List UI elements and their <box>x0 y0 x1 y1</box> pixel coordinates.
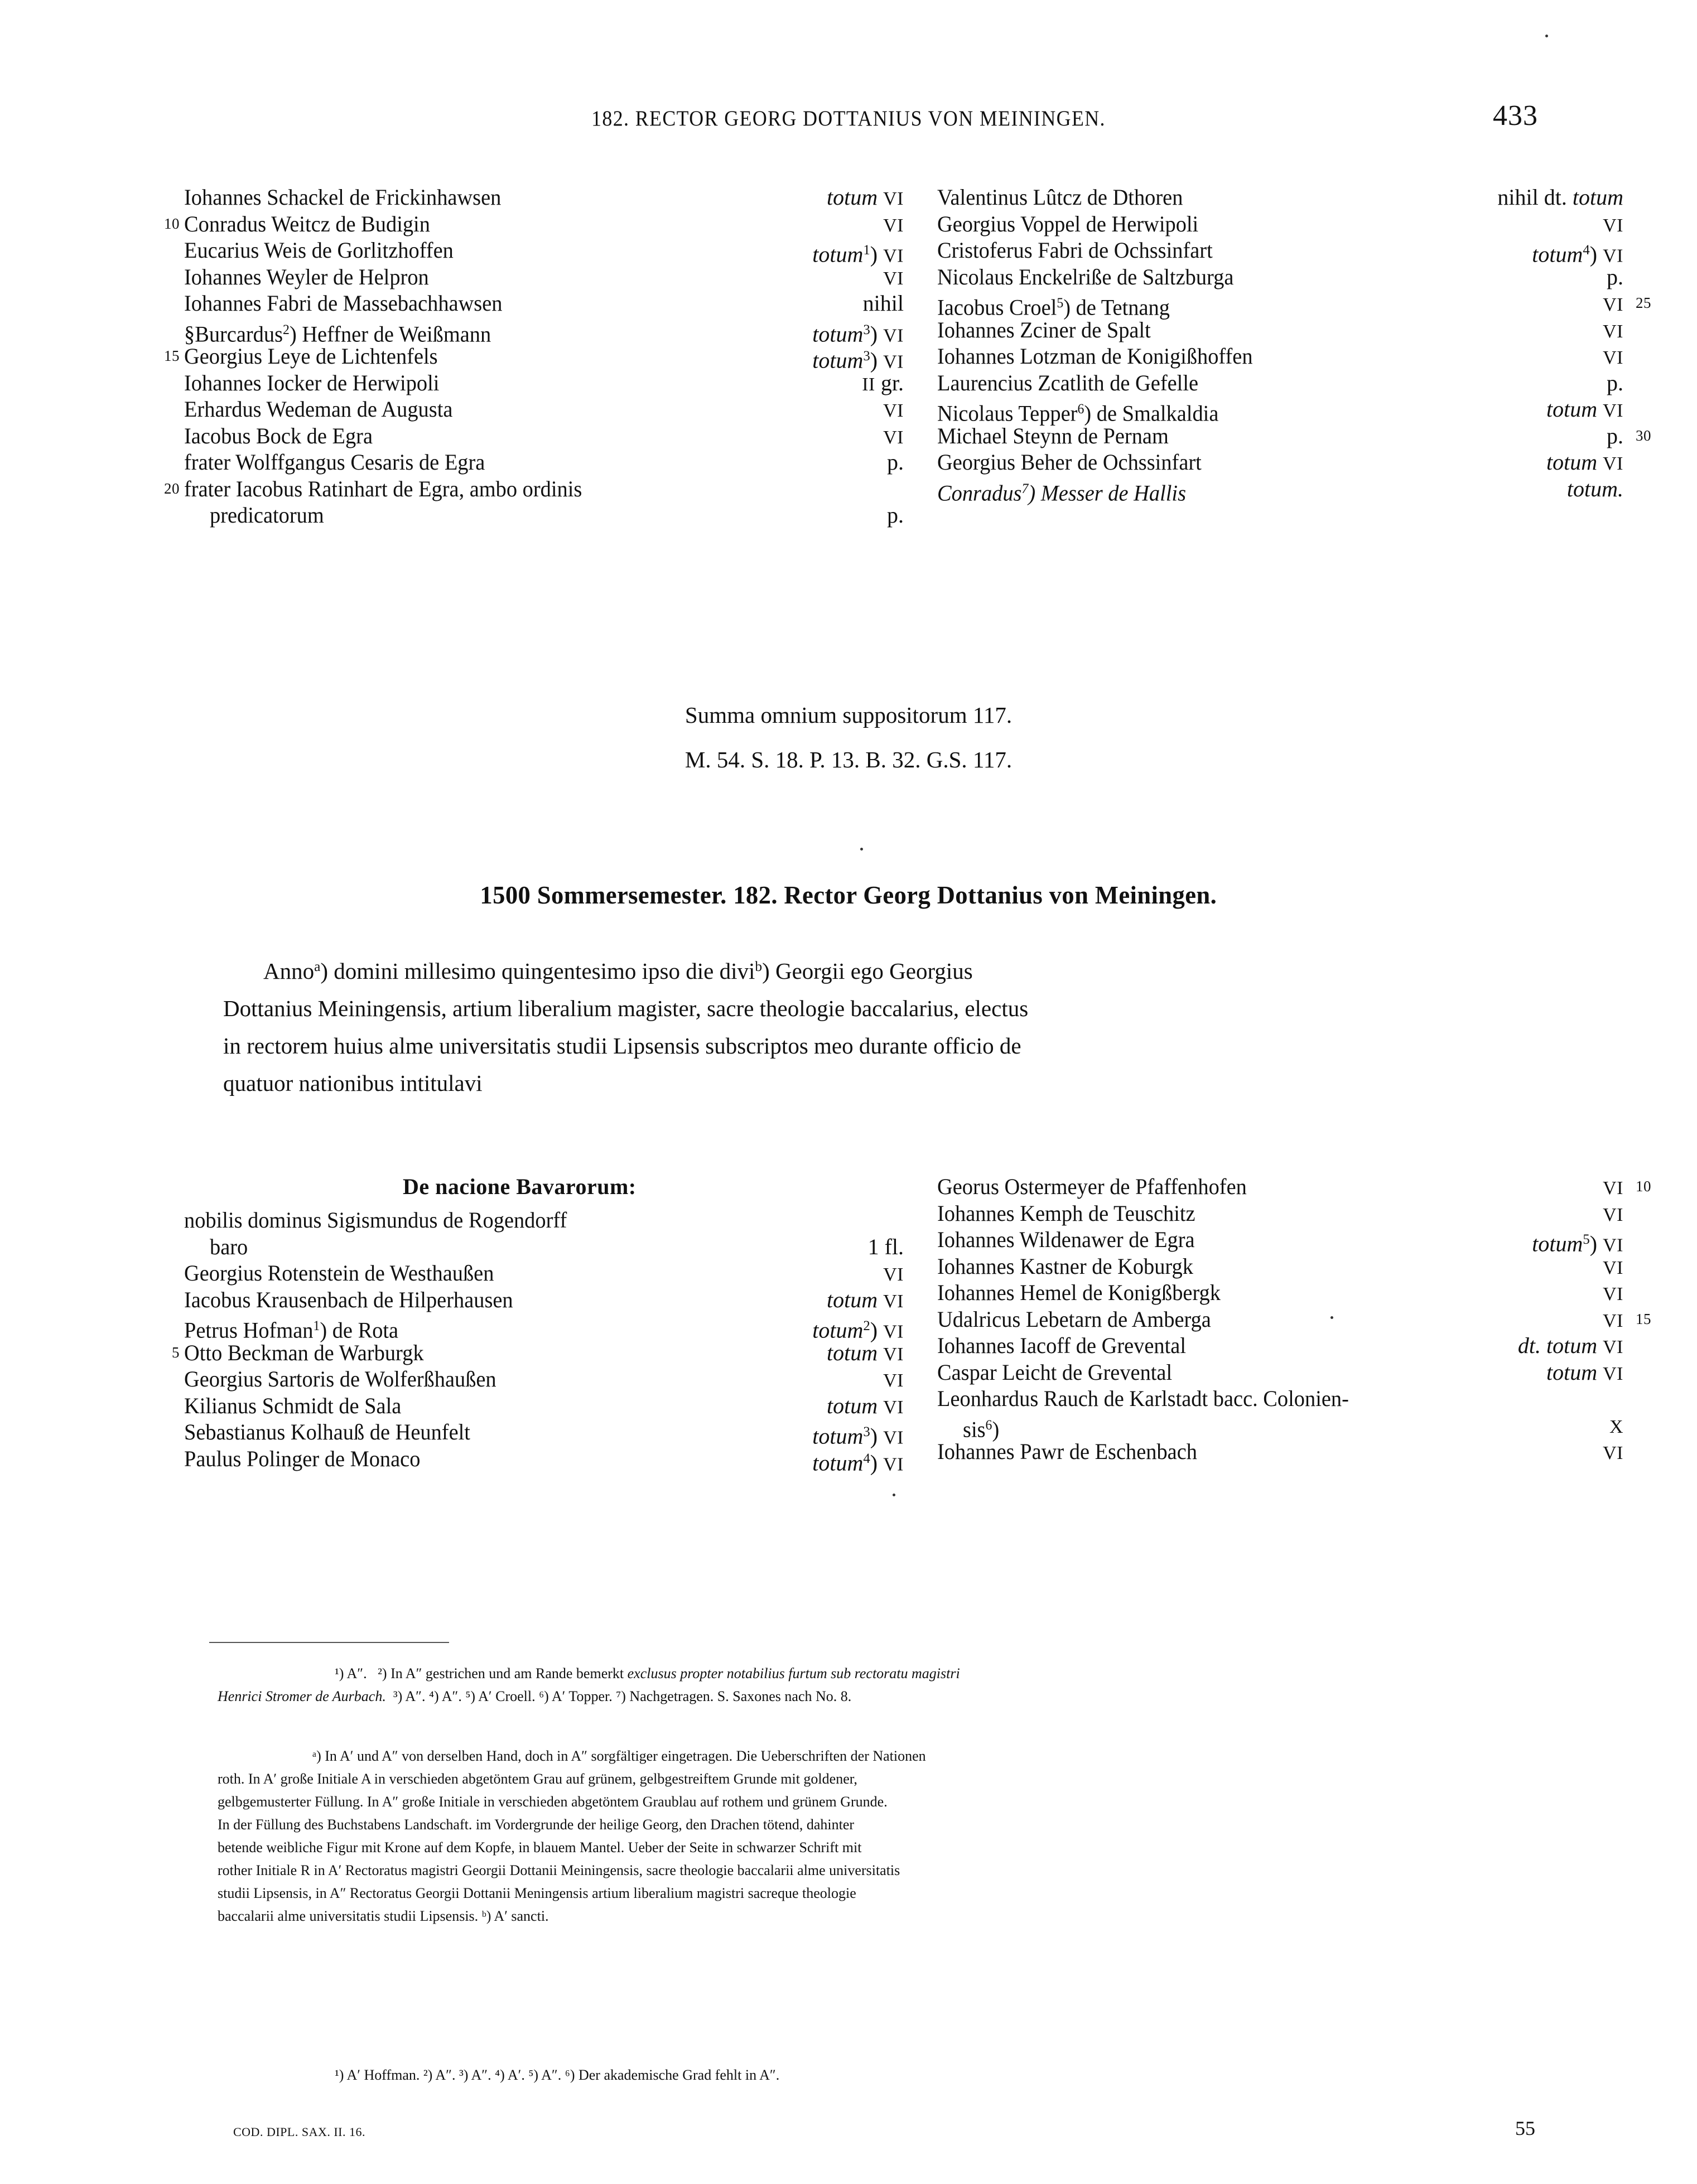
entry-name: Michael Steynn de Pernam <box>937 423 1169 448</box>
register-top-right-column <box>937 184 1651 506</box>
entry-name: Laurencius Zcatlith de Gefelle <box>937 370 1199 395</box>
paragraph-line-4: quatuor nationibus intitulavi <box>223 1070 483 1096</box>
register-entry <box>937 237 1623 267</box>
entry-fee: totum$^4$) VI <box>812 1450 904 1476</box>
register-entry <box>184 264 904 291</box>
entry-fee: totum$^2$) VI <box>812 1317 904 1343</box>
fee-italic: totum <box>812 241 864 267</box>
entry-fee: p. <box>887 502 904 528</box>
entry-name: Georgius Voppel de Herwipoli <box>937 211 1199 236</box>
entry-name: Otto Beckman de Warburgk <box>184 1340 424 1365</box>
entry-name: Georgius Leye de Lichtenfels <box>184 344 438 369</box>
entry-fee <box>1546 396 1623 424</box>
register-entry <box>184 423 904 450</box>
fee-italic: totum <box>1546 1359 1598 1385</box>
entry-name: Eucarius Weis de Gorlitzhoffen <box>184 238 454 263</box>
entry-fee <box>1546 449 1623 477</box>
entry-name: baro <box>210 1234 248 1259</box>
entry-name: Conradus Weitcz de Budigin <box>184 211 430 236</box>
register-entry <box>937 290 1651 320</box>
fee-roman: VI <box>883 268 904 289</box>
nation-heading: De nacione Bavarorum: <box>403 1174 637 1199</box>
entry-name: Iohannes Schackel de Frickinhawsen <box>184 185 502 210</box>
entry-name: sis$^6$) <box>963 1417 1000 1442</box>
register-entry <box>937 264 1623 291</box>
fee-roman: VI <box>883 215 904 236</box>
entry-fee: p. <box>1607 370 1623 395</box>
entry-name: Iacobus Croel$^5$) de Tetnang <box>937 294 1170 320</box>
entry-name: Iohannes Lotzman de Konigißhoffen <box>937 344 1253 369</box>
fee-italic: totum <box>812 321 864 347</box>
footnote-line-2: Henrici Stromer de Aurbach. ³) A″. ⁴) A″. ⁵) A′ Croell. ⁶) A′ Topper. ⁷) Nachgetragen. S. Saxones nach No. 8. <box>218 1688 852 1704</box>
entry-fee: p. <box>1607 423 1623 448</box>
entry-name: Kilianus Schmidt de Sala <box>184 1393 402 1418</box>
entry-name: Iohannes Pawr de Eschenbach <box>937 1439 1197 1464</box>
note-a-line-6: rother Initiale R in A′ Rectoratus magistri Georgii Dottanii Meiningensis, sacre theologie baccalarii alme universitatis <box>218 1862 900 1878</box>
section-heading-text: 1500 Sommersemester. 182. Rector Georg Dottanius von Meiningen. <box>480 881 1217 909</box>
fee-roman: VI <box>1603 400 1623 421</box>
footnote-ref: 2 <box>283 322 290 337</box>
entry-name: nobilis dominus Sigismundus de Rogendorff <box>184 1207 567 1233</box>
entry-name: Nicolaus Tepper$^6$) de Smalkaldia <box>937 400 1219 426</box>
footnote-second-line: ¹) A′ Hoffman. ²) A″. ³) A″. ⁴) A′. ⁵) A″. ⁶) Der akademische Grad fehlt in A″. <box>335 2067 780 2083</box>
entry-name: Iohannes Wildenawer de Egra <box>937 1227 1195 1252</box>
fee-italic: totum <box>812 1423 864 1449</box>
summa-line: Summa omnium suppositorum 117. <box>684 702 1013 728</box>
footnote-rule <box>209 1642 449 1643</box>
line-number: 10 <box>164 215 180 232</box>
fee-italic: totum <box>1572 185 1623 210</box>
footnote-ref-b: b <box>755 959 763 974</box>
fee-roman: VI <box>883 1454 904 1475</box>
paragraph-line-3: in rectorem huius alme universitatis studii Lipsensis subscriptos meo durante officio de <box>223 1032 1021 1059</box>
line-number: 5 <box>172 1344 180 1361</box>
register-entry <box>937 1412 1623 1442</box>
entry-fee <box>883 211 904 239</box>
entry-name: Erhardus Wedeman de Augusta <box>184 397 453 422</box>
entry-name: Iohannes Iocker de Herwipoli <box>184 370 440 395</box>
note-a-line-1: ᵃ) In A′ und A″ von derselben Hand, doch in A″ sorgfältiger eingetragen. Die Ueberschriften der Nationen <box>312 1748 926 1764</box>
register-entry <box>937 423 1651 450</box>
register-entry <box>937 370 1623 397</box>
footnote-note-a <box>218 1745 1484 1927</box>
register-top-left-column <box>164 184 904 529</box>
footnote-ref: 5 <box>1583 1232 1590 1247</box>
line-number: 30 <box>1636 427 1651 444</box>
fee-italic: totum <box>826 1393 878 1418</box>
footnote-ref: 1 <box>863 243 870 258</box>
fee-roman: VI <box>883 427 904 448</box>
register-entry <box>937 476 1623 506</box>
entry-name: Cristoferus Fabri de Ochssinfart <box>937 238 1213 263</box>
register-entry <box>937 1226 1623 1257</box>
entry-fee: nihil dt. totum <box>1497 185 1623 210</box>
entry-fee <box>1603 317 1623 345</box>
folio-number: 433 <box>1493 100 1538 132</box>
fee-italic: totum <box>1532 1231 1583 1257</box>
entry-name: Iacobus Bock de Egra <box>184 423 373 448</box>
fee-roman: VI <box>1603 1284 1623 1304</box>
footnotes-numeric <box>218 1662 1484 1708</box>
fee-roman: VI <box>883 189 904 209</box>
fee-roman: VI <box>883 1370 904 1391</box>
entry-fee <box>827 184 904 212</box>
fee-roman: VI <box>1603 1363 1623 1384</box>
entry-name: Petrus Hofman$^1$) de Rota <box>184 1317 399 1343</box>
fee-italic: totum <box>1532 241 1583 267</box>
note-a-line-3: gelbgemusterter Füllung. In A″ große Initiale in verschieden abgetöntem Graublau auf rothem und grünem Grunde. <box>218 1794 888 1810</box>
entry-fee <box>1518 1332 1623 1361</box>
entry-name: predicatorum <box>210 502 324 528</box>
register-entry <box>937 1253 1623 1280</box>
entry-fee <box>1603 343 1623 371</box>
footnote-ref: 4 <box>1583 243 1590 258</box>
paragraph-line-1: Anno$^a$) domini millesimo quingentesimo ipso die divi$^b$) Georgii ego Georgius <box>263 958 973 984</box>
register-entry <box>164 476 904 502</box>
fee-roman: VI <box>1603 1310 1623 1331</box>
footnote-ref: 3 <box>863 322 870 337</box>
line-number: 15 <box>164 347 180 364</box>
entry-name: Caspar Leicht de Grevental <box>937 1359 1173 1385</box>
fee-italic: totum <box>826 1287 878 1312</box>
imprint: COD. DIPL. SAX. II. 16. <box>233 2125 365 2139</box>
fee-roman: VI <box>883 1264 904 1285</box>
fee-roman: VI <box>1603 321 1623 342</box>
entry-fee <box>1603 1253 1623 1282</box>
fee-italic: totum <box>1546 397 1598 422</box>
note-a-line-4: In der Füllung des Buchstabens Landschaft. im Vordergrunde der heilige Georg, den Drachen tötend, dahinter <box>218 1816 855 1833</box>
entry-name: Georgius Rotenstein de Westhaußen <box>184 1260 494 1286</box>
section-heading <box>0 880 1697 910</box>
entry-fee: II gr. <box>862 370 904 395</box>
register-entry <box>937 1279 1623 1306</box>
register-entry <box>184 237 904 267</box>
fee-roman: VI <box>883 1344 904 1365</box>
fee-italic: totum. <box>1566 476 1623 501</box>
register-entry <box>937 1173 1651 1200</box>
footnote-ref: 4 <box>863 1451 870 1466</box>
entry-name: Georus Ostermeyer de Pfaffenhofen <box>937 1174 1247 1199</box>
entry-fee <box>1603 1279 1623 1308</box>
register-entry <box>937 317 1623 344</box>
footnote-line-1: ¹) A″. ²) In A″ gestrichen und am Rande bemerkt exclusus propter notabilius furtum sub rectoratu magistri <box>335 1665 960 1682</box>
fee-roman: VI <box>1603 1235 1623 1256</box>
entry-fee <box>1546 1359 1623 1388</box>
entry-name: Sebastianus Kolhauß de Heunfelt <box>184 1419 470 1444</box>
fee-roman: VI <box>883 245 904 267</box>
entry-name: Georgius Sartoris de Wolferßhaußen <box>184 1366 496 1391</box>
fee-roman: VI <box>883 351 904 373</box>
note-a-line-7: studii Lipsensis, in A″ Rectoratus Georgii Dottanii Meningensis artium liberalium magistri sacreque theologie <box>218 1885 856 1901</box>
entry-fee: totum$^3$) VI <box>812 347 904 373</box>
footnote-ref: 3 <box>863 1424 870 1439</box>
line-number: 15 <box>1636 1310 1651 1327</box>
fee-roman: X <box>1609 1416 1623 1437</box>
speck <box>860 848 863 851</box>
register-entry <box>937 343 1623 370</box>
entry-fee: nihil <box>862 291 904 316</box>
entry-name: Iohannes Fabri de Massebachhawsen <box>184 291 503 316</box>
footnote-ref: 3 <box>863 349 870 364</box>
entry-fee: p. <box>1607 264 1623 289</box>
entry-name: Iohannes Kastner de Koburgk <box>937 1253 1193 1279</box>
register-entry <box>937 1306 1651 1333</box>
fee-italic: dt. totum <box>1517 1333 1598 1358</box>
fee-roman: II <box>862 374 875 395</box>
fee-italic: totum <box>1546 450 1598 475</box>
entry-name: Nicolaus Enckelriße de Saltzburga <box>937 264 1234 289</box>
entry-fee <box>883 396 904 424</box>
entry-fee: totum$^4$) VI <box>1532 241 1623 267</box>
register-entry <box>184 502 904 529</box>
entry-name: Valentinus Lûtcz de Dthoren <box>937 185 1183 210</box>
entry-name: §Burcardus$^2$) Heffner de Weißmann <box>184 321 491 347</box>
line-number: 10 <box>1636 1178 1651 1195</box>
register-entry <box>164 343 904 373</box>
register-entry <box>184 396 904 423</box>
fee-italic: totum <box>826 185 878 210</box>
section-paragraph <box>223 948 1467 1102</box>
entry-fee: 1 fl. <box>867 1234 904 1259</box>
entry-name: Conradus$^7$) Messer de Hallis <box>937 480 1187 506</box>
fee-roman: VI <box>1603 1257 1623 1278</box>
register-entry <box>937 211 1623 238</box>
entry-fee <box>1603 290 1623 318</box>
register-bottom-right-wrap <box>0 1173 1697 1508</box>
entry-fee: totum$^3$) VI <box>812 1423 904 1449</box>
fee-roman: VI <box>883 1397 904 1418</box>
footnote-ref: 6 <box>985 1417 992 1433</box>
register-top <box>0 184 1697 669</box>
register-entry <box>937 184 1623 211</box>
entry-name: Iacobus Krausenbach de Hilperhausen <box>184 1287 513 1312</box>
totals-line: M. 54. S. 18. P. 13. B. 32. G.S. 117. <box>684 747 1013 772</box>
register-entry <box>937 1385 1623 1412</box>
register-entry <box>184 184 904 211</box>
entry-name: Iohannes Kemph de Teuschitz <box>937 1200 1195 1226</box>
fee-italic: totum <box>826 1340 878 1365</box>
entry-name: Paulus Polinger de Monaco <box>184 1446 421 1471</box>
register-entry <box>184 370 904 397</box>
sheet-number: 55 <box>1515 2117 1535 2139</box>
fee-roman: VI <box>1603 294 1623 315</box>
register-entry <box>937 1359 1623 1386</box>
register-entry <box>937 1332 1623 1359</box>
entry-fee <box>1567 476 1623 502</box>
register-entry <box>164 211 904 238</box>
footnote-ref: 6 <box>1077 402 1084 417</box>
register-entry <box>937 449 1623 476</box>
running-head <box>0 106 1697 131</box>
fee-italic: totum <box>812 1317 864 1343</box>
note-a-line-5: betende weibliche Figur mit Krone auf dem Kopfe, in blauem Mantel. Ueber der Seite in schwarzer Schrift mit <box>218 1839 862 1856</box>
fee-italic: totum <box>812 1450 864 1476</box>
footnote-ref: 5 <box>1057 296 1064 311</box>
fee-roman: VI <box>1603 347 1623 368</box>
footnote-ref: 2 <box>863 1318 870 1333</box>
paragraph-line-2: Dottanius Meiningensis, artium liberalium magister, sacre theologie baccalarius, electus <box>223 995 1029 1021</box>
footnotes-numeric-second <box>218 2064 1484 2086</box>
footnote-ref-a: a <box>314 959 321 974</box>
fee-roman: VI <box>883 1321 904 1342</box>
entry-name: Iohannes Weyler de Helpron <box>184 264 429 289</box>
footnote-ref: 1 <box>313 1318 320 1333</box>
fee-roman: VI <box>1603 1178 1623 1199</box>
entry-fee <box>883 264 904 292</box>
entry-name: frater Iacobus Ratinhart de Egra, ambo ordinis <box>184 476 582 501</box>
entry-fee <box>1603 211 1623 239</box>
entry-fee <box>1603 1306 1623 1335</box>
fee-roman: VI <box>1603 1204 1623 1225</box>
fee-italic: totum <box>812 347 864 373</box>
fee-roman: VI <box>1603 453 1623 474</box>
register-entry <box>937 1200 1623 1227</box>
register-bottom-right-column <box>937 1173 1651 1465</box>
fee-roman: VI <box>1603 215 1623 236</box>
register-entry <box>184 290 904 317</box>
entry-name: Iohannes Hemel de Konigßbergk <box>937 1280 1221 1305</box>
register-entry <box>937 396 1623 426</box>
note-a-line-8: baccalarii alme universitatis studii Lipsensis. ᵇ) A′ sancti. <box>218 1908 549 1924</box>
register-entry <box>184 449 904 476</box>
entry-fee <box>1609 1412 1623 1441</box>
note-a-line-2: roth. In A′ große Initiale A in verschieden abgetöntem Grau auf grünem, gelbgestreiftem Grunde mit goldener, <box>218 1771 857 1787</box>
fee-roman: VI <box>883 1427 904 1448</box>
fee-roman: VI <box>883 1291 904 1312</box>
fee-roman: VI <box>1603 1337 1623 1357</box>
entry-name: Leonhardus Rauch de Karlstadt bacc. Colonien- <box>937 1386 1349 1411</box>
entry-fee: p. <box>887 450 904 475</box>
fee-roman: VI <box>1603 1443 1623 1463</box>
fee-roman: VI <box>883 400 904 421</box>
entry-fee <box>1603 1438 1623 1467</box>
entry-name: frater Wolffgangus Cesaris de Egra <box>184 450 485 475</box>
speck <box>1545 35 1548 37</box>
entry-fee: totum$^1$) VI <box>812 241 904 267</box>
footnote-ref: 7 <box>1021 481 1029 496</box>
entry-name: Udalricus Lebetarn de Amberga <box>937 1306 1211 1332</box>
fee-roman: VI <box>883 325 904 346</box>
fee-roman: VI <box>1603 245 1623 267</box>
line-number: 20 <box>164 480 180 497</box>
entry-name: Iohannes Iacoff de Grevental <box>937 1333 1187 1358</box>
entry-fee: totum$^3$) VI <box>812 321 904 347</box>
entry-fee <box>883 423 904 451</box>
register-entry <box>937 1438 1623 1465</box>
register-entry <box>184 317 904 347</box>
entry-fee: totum$^5$) VI <box>1532 1231 1623 1257</box>
entry-fee <box>1603 1200 1623 1229</box>
entry-fee <box>1603 1173 1623 1202</box>
entry-name: Iohannes Zciner de Spalt <box>937 317 1151 342</box>
running-head-title: 182. RECTOR GEORG DOTTANIUS VON MEININGEN. <box>591 107 1106 131</box>
line-number: 25 <box>1636 294 1651 311</box>
entry-name: Georgius Beher de Ochssinfart <box>937 450 1202 475</box>
